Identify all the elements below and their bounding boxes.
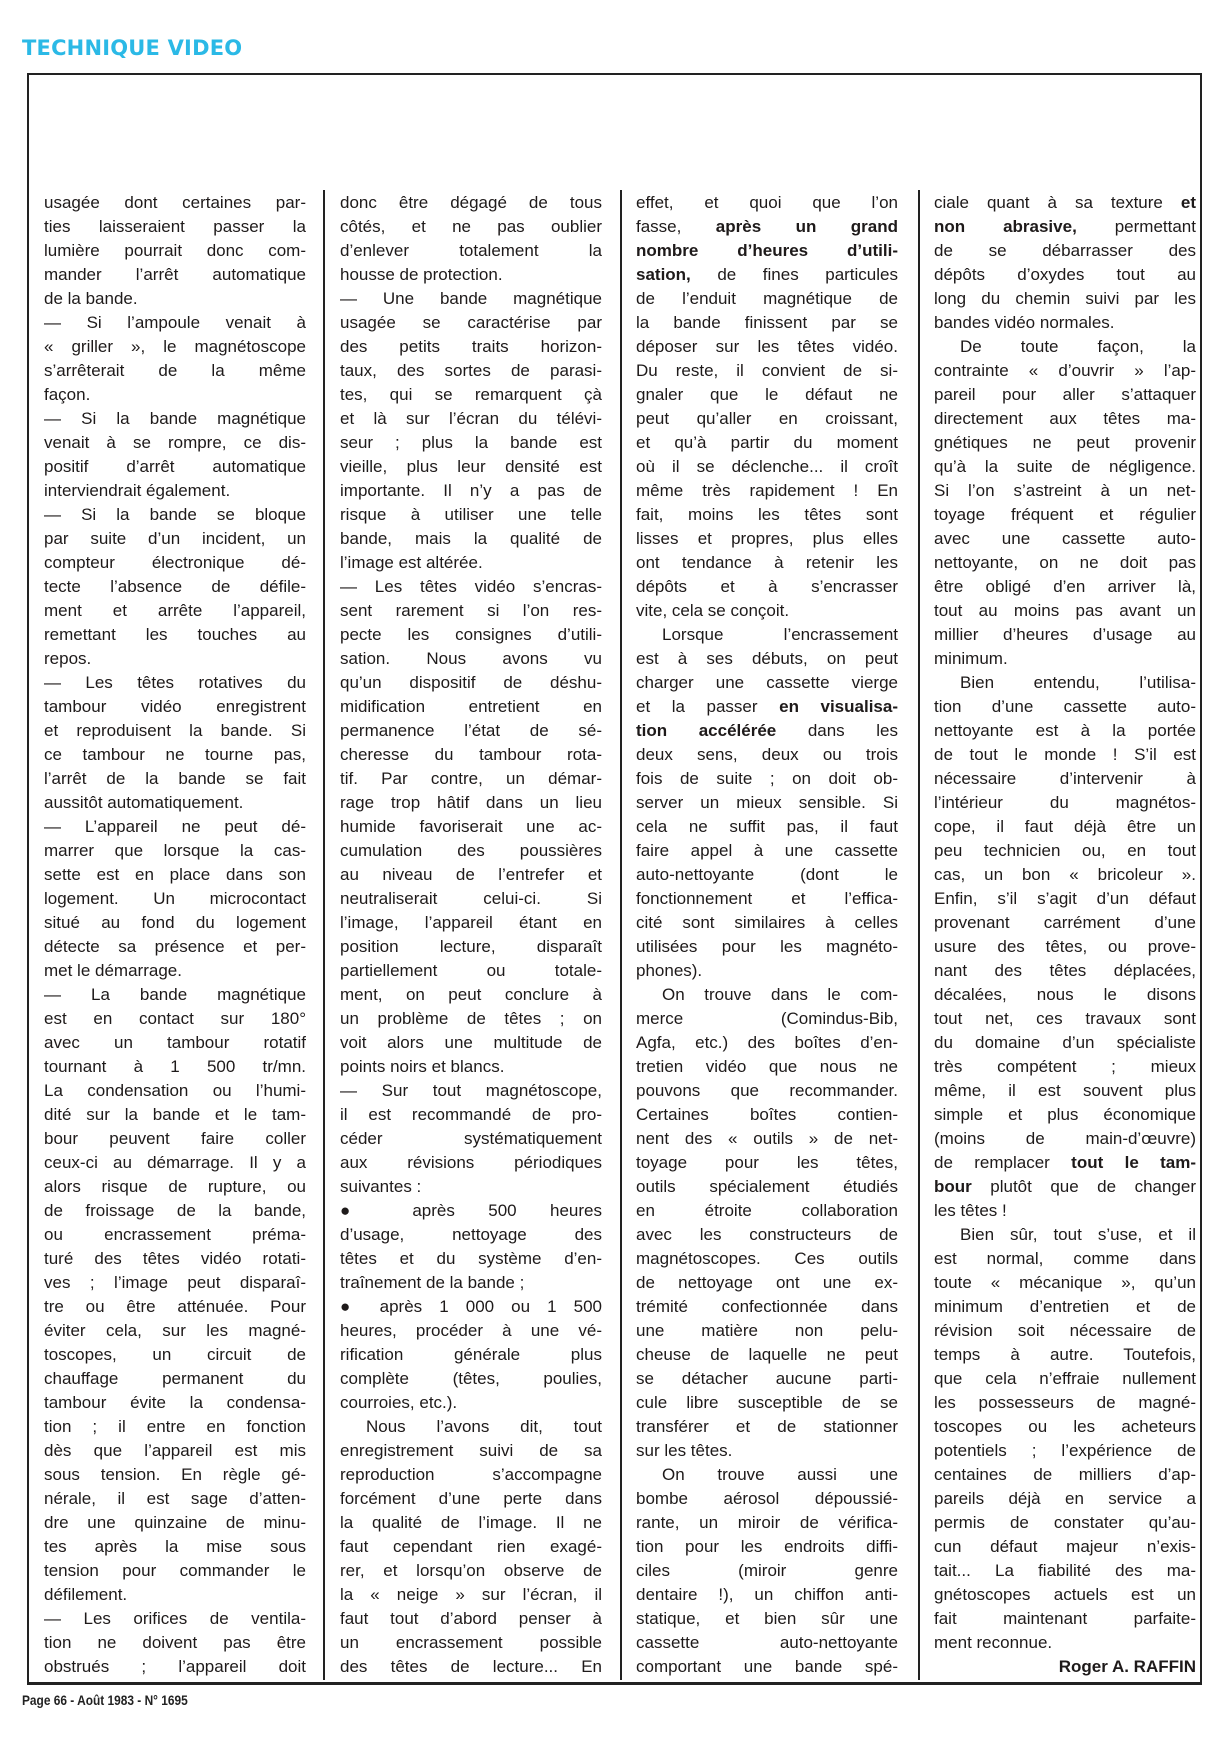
text-line: Agfa, etc.) des boîtes d’en- <box>636 1033 898 1052</box>
article-column-2 <box>340 191 602 1679</box>
text-line: reproduction s’accompagne <box>340 1465 602 1484</box>
text-line: façon. <box>44 385 91 404</box>
text-line <box>636 215 898 239</box>
paragraph <box>340 1079 602 1199</box>
paragraph <box>340 1295 602 1415</box>
text-line: — Les têtes rotatives du <box>44 673 306 692</box>
paragraph <box>340 1199 602 1295</box>
text-line: faut cependant rien exagé- <box>340 1537 602 1556</box>
text-line: trémité confectionnée dans <box>636 1297 898 1316</box>
text-line: ves ; l’image peut disparaî- <box>44 1273 306 1292</box>
text-line: toute « mécanique », qu’un <box>934 1273 1196 1292</box>
text-line: un problème de têtes ; on <box>340 1009 602 1028</box>
text-line <box>636 719 898 743</box>
text-line: server un mieux sensible. Si <box>636 793 898 812</box>
bold-text: tion accélérée <box>636 721 777 740</box>
text-line: venait à se rompre, ce dis- <box>44 433 306 452</box>
bold-text: sation, <box>636 265 691 284</box>
text-line: nécessaire d’intervenir à <box>934 769 1196 788</box>
text-line: par suite d’un incident, un <box>44 529 306 548</box>
text-line: peu technicien ou, en tout <box>934 841 1196 860</box>
text-line: il est recommandé de pro- <box>340 1105 602 1124</box>
text-line: de tout le monde ! S’il est <box>934 745 1196 764</box>
paragraph <box>340 575 602 1079</box>
text-line: ont tendance à retenir les <box>636 553 898 572</box>
text-line: On trouve aussi une <box>662 1465 898 1484</box>
text-line: fait maintenant parfaite- <box>934 1609 1196 1628</box>
article-column-4 <box>934 191 1196 1679</box>
paragraph <box>340 191 602 287</box>
text-line: se détacher aucune parti- <box>636 1369 898 1388</box>
text-line: toscopes ou les acheteurs <box>934 1417 1196 1436</box>
text-line: usagée dont certaines par- <box>44 193 306 212</box>
text-line: toscopes, un circuit de <box>44 1345 306 1364</box>
text-line: tion d’une cassette auto- <box>934 697 1196 716</box>
text-line: tout au moins pas avant un <box>934 601 1196 620</box>
text-line: turé des têtes vidéo rotati- <box>44 1249 306 1268</box>
text-line: millier d’heures d’usage au <box>934 625 1196 644</box>
text-line: défilement. <box>44 1585 128 1604</box>
text-line: même très rapidement ! En <box>636 481 898 500</box>
text-segment: fasse, <box>636 217 716 236</box>
text-line: minimum. <box>934 649 1008 668</box>
text-line: cas, un bon « bricoleur ». <box>934 865 1196 884</box>
text-line: tournant à 1 500 tr/mn. <box>44 1057 306 1076</box>
text-line: tout net, ces travaux sont <box>934 1009 1196 1028</box>
text-line: obstrués ; l’appareil doit <box>44 1657 306 1676</box>
text-segment: et la passer <box>636 697 780 716</box>
paragraph <box>636 191 898 623</box>
bold-text: en visualisa- <box>779 697 898 716</box>
text-line: situé au fond du logement <box>44 913 306 932</box>
text-line <box>636 239 898 263</box>
text-line: contrainte « d’ouvrir » l’ap- <box>934 361 1196 380</box>
bold-text: après un grand <box>715 217 898 236</box>
text-line: humide favoriserait une ac- <box>340 817 602 836</box>
text-segment: de fines particules <box>690 265 898 284</box>
text-line: très compétent ; mieux <box>934 1057 1196 1076</box>
text-line: On trouve dans le com- <box>662 985 898 1004</box>
text-line: logement. Un microcontact <box>44 889 306 908</box>
text-line: bandes vidéo normales. <box>934 313 1115 332</box>
text-line: est en contact sur 180° <box>44 1009 306 1028</box>
text-line: tion ne doivent pas être <box>44 1633 306 1652</box>
text-line: partiellement ou totale- <box>340 961 602 980</box>
paragraph <box>934 335 1196 671</box>
text-line: dès que l’appareil est mis <box>44 1441 306 1460</box>
text-line: tes après la mise sous <box>44 1537 306 1556</box>
text-line: temps à autre. Toutefois, <box>934 1345 1196 1364</box>
text-line: bande, mais la qualité de <box>340 529 602 548</box>
text-line: la « neige » sur l’écran, il <box>340 1585 602 1604</box>
text-line: chauffage permanent du <box>44 1369 306 1388</box>
text-line: — Une bande magnétique <box>340 289 602 308</box>
text-line: sent rarement si l’on res- <box>340 601 602 620</box>
text-line: cassette auto-nettoyante <box>636 1633 898 1652</box>
text-line: peut qu’aller en croissant, <box>636 409 898 428</box>
text-line: toyage fréquent et régulier <box>934 505 1196 524</box>
text-line: Du reste, il convient de si- <box>636 361 898 380</box>
text-line: cheuse de laquelle ne peut <box>636 1345 898 1364</box>
text-line: cité sont similaires à celles <box>636 913 898 932</box>
text-line: taux, des sortes de parasi- <box>340 361 602 380</box>
text-line: révision soit nécessaire de <box>934 1321 1196 1340</box>
text-line: d’enlever totalement la <box>340 241 602 260</box>
text-line: marrer que lorsque la cas- <box>44 841 306 860</box>
column-divider <box>620 190 622 1680</box>
text-line: en étroite collaboration <box>636 1201 898 1220</box>
text-line: transférer et de stationner <box>636 1417 898 1436</box>
text-line: ● après 500 heures <box>340 1201 602 1220</box>
text-line: — Les têtes vidéo s’encras- <box>340 577 602 596</box>
text-line: sous tension. En règle gé- <box>44 1465 306 1484</box>
text-line: (moins de main-d’œuvre) <box>934 1129 1196 1148</box>
paragraph <box>636 1463 898 1679</box>
text-line: traînement de la bande ; <box>340 1273 525 1292</box>
text-line: permis de constater qu’au- <box>934 1513 1196 1532</box>
text-line: long du chemin suivi par les <box>934 289 1196 308</box>
text-line: position lecture, disparaît <box>340 937 602 956</box>
text-line: tif. Par contre, un démar- <box>340 769 602 788</box>
author-signature: Roger A. RAFFIN <box>1058 1657 1196 1676</box>
text-line: nérale, il est sage d’atten- <box>44 1489 306 1508</box>
text-line: alors risque de rupture, ou <box>44 1177 306 1196</box>
text-line: La condensation ou l’humi- <box>44 1081 306 1100</box>
text-line: enregistrement suivi de sa <box>340 1441 602 1460</box>
bold-text: bour <box>934 1177 972 1196</box>
text-line: aux révisions périodiques <box>340 1153 602 1172</box>
paragraph <box>44 815 306 983</box>
text-line: détecte sa présence et per- <box>44 937 306 956</box>
text-line: points noirs et blancs. <box>340 1057 505 1076</box>
paragraph <box>44 407 306 503</box>
text-line: au niveau de l’entrefer et <box>340 865 602 884</box>
text-line: du domaine d’un spécialiste <box>934 1033 1196 1052</box>
text-line: que cela n’effraie nullement <box>934 1369 1196 1388</box>
text-line: Certaines boîtes contien- <box>636 1105 898 1124</box>
text-line: neutraliserait celui-ci. Si <box>340 889 602 908</box>
text-line: l’image, l’appareil étant en <box>340 913 602 932</box>
text-line: d’usage, nettoyage des <box>340 1225 602 1244</box>
text-line: de nettoyage ont une ex- <box>636 1273 898 1292</box>
text-line: tait... La fiabilité des ma- <box>934 1561 1196 1580</box>
bold-text: nombre d’heures d’utili- <box>636 241 898 260</box>
paragraph <box>340 1415 602 1679</box>
text-line: ment reconnue. <box>934 1633 1053 1652</box>
text-line <box>636 695 898 719</box>
text-line: ● après 1 000 ou 1 500 <box>340 1297 602 1316</box>
text-line: — La bande magnétique <box>44 985 306 1004</box>
text-line: la qualité de l’image. Il ne <box>340 1513 602 1532</box>
text-line: céder systématiquement <box>340 1129 602 1148</box>
section-title: TECHNIQUE VIDEO <box>22 36 243 60</box>
paragraph <box>44 503 306 671</box>
text-line: ceux-ci au démarrage. Il y a <box>44 1153 306 1172</box>
text-line: repos. <box>44 649 92 668</box>
text-line: sette est en place dans son <box>44 865 306 884</box>
text-line: provenant carrément d’une <box>934 913 1196 932</box>
text-line: « griller », le magnétoscope <box>44 337 306 356</box>
text-line: toyage pour les têtes, <box>636 1153 898 1172</box>
text-line: même, il est souvent plus <box>934 1081 1196 1100</box>
text-line: met le démarrage. <box>44 961 182 980</box>
text-line: importante. Il n’y a pas de <box>340 481 602 500</box>
text-line: sation. Nous avons vu <box>340 649 602 668</box>
text-line: ties laisseraient passer la <box>44 217 306 236</box>
paragraph <box>636 623 898 983</box>
text-line: Nous l’avons dit, tout <box>366 1417 602 1436</box>
text-line: heures, procéder à une vé- <box>340 1321 602 1340</box>
text-line: bombe aérosol dépoussié- <box>636 1489 898 1508</box>
text-line: minimum d’entretien et de <box>934 1297 1196 1316</box>
text-line: éviter cela, sur les magné- <box>44 1321 306 1340</box>
text-line: directement aux têtes ma- <box>934 409 1196 428</box>
text-line: cope, il faut déjà être un <box>934 817 1196 836</box>
text-line: une matière non pelu- <box>636 1321 898 1340</box>
paragraph <box>44 1607 306 1679</box>
paragraph <box>44 671 306 815</box>
text-line: rage trop hâtif dans un lieu <box>340 793 602 812</box>
text-line: fois de suite ; on doit ob- <box>636 769 898 788</box>
text-line: tension pour commander le <box>44 1561 306 1580</box>
text-line: où il se déclenche... il croît <box>636 457 898 476</box>
text-line: et là sur l’écran du télévi- <box>340 409 602 428</box>
text-line: un encrassement possible <box>340 1633 602 1652</box>
text-line: aussitôt automatiquement. <box>44 793 244 812</box>
paragraph <box>636 983 898 1463</box>
column-divider <box>323 190 325 1680</box>
text-line: dépôts d’oxydes tout au <box>934 265 1196 284</box>
text-line: permanence l’état de sé- <box>340 721 602 740</box>
text-line: magnétoscopes. Ces outils <box>636 1249 898 1268</box>
paragraph <box>934 191 1196 335</box>
text-line: tre ou être atténuée. Pour <box>44 1297 306 1316</box>
text-line: pecte les consignes d’utili- <box>340 625 602 644</box>
text-line: usure des têtes, ou prove- <box>934 937 1196 956</box>
text-line: comportant une bande spé- <box>636 1657 898 1676</box>
text-line: Si l’on s’astreint à un net- <box>934 481 1196 500</box>
text-line: compteur électronique dé- <box>44 553 306 572</box>
text-line: tes, qui se remarquent çà <box>340 385 602 404</box>
text-line: l’arrêt de la bande se fait <box>44 769 306 788</box>
article-column-1 <box>44 191 306 1679</box>
text-line: déposer sur les têtes vidéo. <box>636 337 898 356</box>
text-line: rification générale plus <box>340 1345 602 1364</box>
text-line: mander l’arrêt automatique <box>44 265 306 284</box>
text-line: tion pour les endroits diffi- <box>636 1537 898 1556</box>
text-line: dre une quinzaine de minu- <box>44 1513 306 1532</box>
text-line: et qu’à partir du moment <box>636 433 898 452</box>
text-line: lumière pourrait donc com- <box>44 241 306 260</box>
text-line: merce (Comindus-Bib, <box>636 1009 898 1028</box>
text-line: ce tambour ne tourne pas, <box>44 745 306 764</box>
text-line: la bande finissent par se <box>636 313 898 332</box>
text-line: gnétoscopes actuels est un <box>934 1585 1196 1604</box>
text-line: avec une cassette auto- <box>934 529 1196 548</box>
text-line: voit alors une multitude de <box>340 1033 602 1052</box>
text-line: les possesseurs de magné- <box>934 1393 1196 1412</box>
text-line: interviendrait également. <box>44 481 231 500</box>
text-line: dité sur la bande et le tam- <box>44 1105 306 1124</box>
text-line: être obligé d’en arriver là, <box>934 577 1196 596</box>
text-line: risque à utiliser une telle <box>340 505 602 524</box>
text-line: ou encrassement préma- <box>44 1225 306 1244</box>
text-line: cela ne suffit pas, il faut <box>636 817 898 836</box>
text-line: utilisées pour les magnéto- <box>636 937 898 956</box>
text-line: — Sur tout magnétoscope, <box>340 1081 602 1100</box>
text-line: l’intérieur du magnétos- <box>934 793 1196 812</box>
text-line: — L’appareil ne peut dé- <box>44 817 306 836</box>
text-line: Lorsque l’encrassement <box>662 625 898 644</box>
text-line: auto-nettoyante (dont le <box>636 865 898 884</box>
text-line: pareil pour aller s’attaquer <box>934 385 1196 404</box>
text-line: seur ; plus la bande est <box>340 433 602 452</box>
text-line: simple et plus économique <box>934 1105 1196 1124</box>
text-line: centaines de milliers d’ap- <box>934 1465 1196 1484</box>
text-line: tecte l’absence de défile- <box>44 577 306 596</box>
text-line: courroies, etc.). <box>340 1393 458 1412</box>
text-line: cule libre susceptible de se <box>636 1393 898 1412</box>
text-line: nettoyante, on ne doit pas <box>934 553 1196 572</box>
text-line: décalées, nous le disons <box>934 985 1196 1004</box>
paragraph <box>934 671 1196 1223</box>
bold-text: tout le tam- <box>1071 1153 1197 1172</box>
text-line: nent des « outils » de net- <box>636 1129 898 1148</box>
text-line <box>934 1175 1196 1199</box>
text-line: positif d’arrêt automatique <box>44 457 306 476</box>
paragraph <box>934 1223 1196 1655</box>
text-line: suivantes : <box>340 1177 422 1196</box>
text-line: de la bande. <box>44 289 138 308</box>
text-line: Bien entendu, l’utilisa- <box>960 673 1196 692</box>
text-line: Enfin, s’il s’agit d’un défaut <box>934 889 1196 908</box>
text-line: effet, et quoi que l’on <box>636 193 898 212</box>
text-line: phones). <box>636 961 703 980</box>
bold-text: non abrasive, <box>934 217 1077 236</box>
text-line: faire appel à une cassette <box>636 841 898 860</box>
text-line: vite, cela se conçoit. <box>636 601 790 620</box>
text-line: — Si l’ampoule venait à <box>44 313 306 332</box>
text-line <box>934 215 1196 239</box>
text-line: deux sens, deux ou trois <box>636 745 898 764</box>
text-line: remettant les touches au <box>44 625 306 644</box>
text-line: dentaire !), un chiffon anti- <box>636 1585 898 1604</box>
text-line: gnétiques ne peut provenir <box>934 433 1196 452</box>
text-line: dépôts et à s’encrasser <box>636 577 898 596</box>
text-line: pareils déjà en service a <box>934 1489 1196 1508</box>
paragraph <box>44 191 306 311</box>
paragraph <box>340 287 602 575</box>
text-line: housse de protection. <box>340 265 503 284</box>
text-line: avec les constructeurs de <box>636 1225 898 1244</box>
text-line: rer, et lorsqu’on observe de <box>340 1561 602 1580</box>
text-line: complète (têtes, poulies, <box>340 1369 602 1388</box>
text-line <box>934 1151 1196 1175</box>
text-line: ciles (miroir genre <box>636 1561 898 1580</box>
text-line: sur les têtes. <box>636 1441 733 1460</box>
text-line: tion ; il entre en fonction <box>44 1417 306 1436</box>
text-line: — Si la bande se bloque <box>44 505 306 524</box>
text-line: gnaler que le défaut ne <box>636 385 898 404</box>
text-line: midification entretient en <box>340 697 602 716</box>
text-line: — Si la bande magnétique <box>44 409 306 428</box>
text-line: forcément d’une perte dans <box>340 1489 602 1508</box>
text-segment: dans les <box>776 721 898 740</box>
paragraph <box>44 983 306 1607</box>
page-footer: Page 66 - Août 1983 - N° 1695 <box>22 1692 188 1708</box>
text-line: l’image est altérée. <box>340 553 483 572</box>
text-line: nant des têtes déplacées, <box>934 961 1196 980</box>
text-line: avec un tambour rotatif <box>44 1033 306 1052</box>
text-segment: ciale quant à sa texture <box>934 193 1181 212</box>
text-line: cun défaut majeur n’exis- <box>934 1537 1196 1556</box>
text-line <box>636 263 898 287</box>
text-line: statique, et bien sûr une <box>636 1609 898 1628</box>
column-divider <box>918 190 920 1680</box>
text-line: Bien sûr, tout s’use, et il <box>960 1225 1196 1244</box>
text-line: ment, on peut conclure à <box>340 985 602 1004</box>
paragraph <box>44 311 306 407</box>
text-line: et reproduisent la bande. Si <box>44 721 306 740</box>
text-line: cheresse du tambour rota- <box>340 745 602 764</box>
text-line: rante, un miroir de vérifica- <box>636 1513 898 1532</box>
text-line: tambour évite la condensa- <box>44 1393 306 1412</box>
bold-text: et <box>1180 193 1196 212</box>
text-line: côtés, et ne pas oublier <box>340 217 602 236</box>
text-line: fait, moins les têtes sont <box>636 505 898 524</box>
text-line: lisses et propres, plus elles <box>636 529 898 548</box>
article-column-3 <box>636 191 898 1679</box>
text-segment: plutôt que de changer <box>971 1177 1196 1196</box>
text-line: têtes et du système d’en- <box>340 1249 602 1268</box>
text-line: — Les orifices de ventila- <box>44 1609 306 1628</box>
text-line: des petits traits horizon- <box>340 337 602 356</box>
text-line: charger une cassette vierge <box>636 673 898 692</box>
text-line: de l’enduit magnétique de <box>636 289 898 308</box>
text-line: pouvons que recommander. <box>636 1081 898 1100</box>
text-line <box>934 191 1196 215</box>
text-line: cumulation des poussières <box>340 841 602 860</box>
text-segment: permettant <box>1076 217 1196 236</box>
text-line: de se débarrasser des <box>934 241 1196 260</box>
text-line: potentiels ; l’expérience de <box>934 1441 1196 1460</box>
text-line: les têtes ! <box>934 1201 1007 1220</box>
text-line: des têtes de lecture... En <box>340 1657 602 1676</box>
text-line: bour peuvent faire coller <box>44 1129 306 1148</box>
text-line: vieille, plus leur densité est <box>340 457 602 476</box>
text-line: faut tout d’abord penser à <box>340 1609 602 1628</box>
text-line: qu’un dispositif de déshu- <box>340 673 602 692</box>
text-line: nettoyante est à la portée <box>934 721 1196 740</box>
text-line: outils spécialement étudiés <box>636 1177 898 1196</box>
text-line: De toute façon, la <box>960 337 1196 356</box>
text-line: qu’à la suite de négligence. <box>934 457 1196 476</box>
text-line: est normal, comme dans <box>934 1249 1196 1268</box>
text-segment: de remplacer <box>934 1153 1072 1172</box>
text-line: tretien vidéo que nous ne <box>636 1057 898 1076</box>
text-line: usagée se caractérise par <box>340 313 602 332</box>
text-line: tambour vidéo enregistrent <box>44 697 306 716</box>
text-line: fonctionnement et l’effica- <box>636 889 898 908</box>
text-line: ment et arrête l’appareil, <box>44 601 306 620</box>
text-line: est à ses débuts, on peut <box>636 649 898 668</box>
text-line: s’arrêterait de la même <box>44 361 306 380</box>
text-line: de froissage de la bande, <box>44 1201 306 1220</box>
text-line: donc être dégagé de tous <box>340 193 602 212</box>
